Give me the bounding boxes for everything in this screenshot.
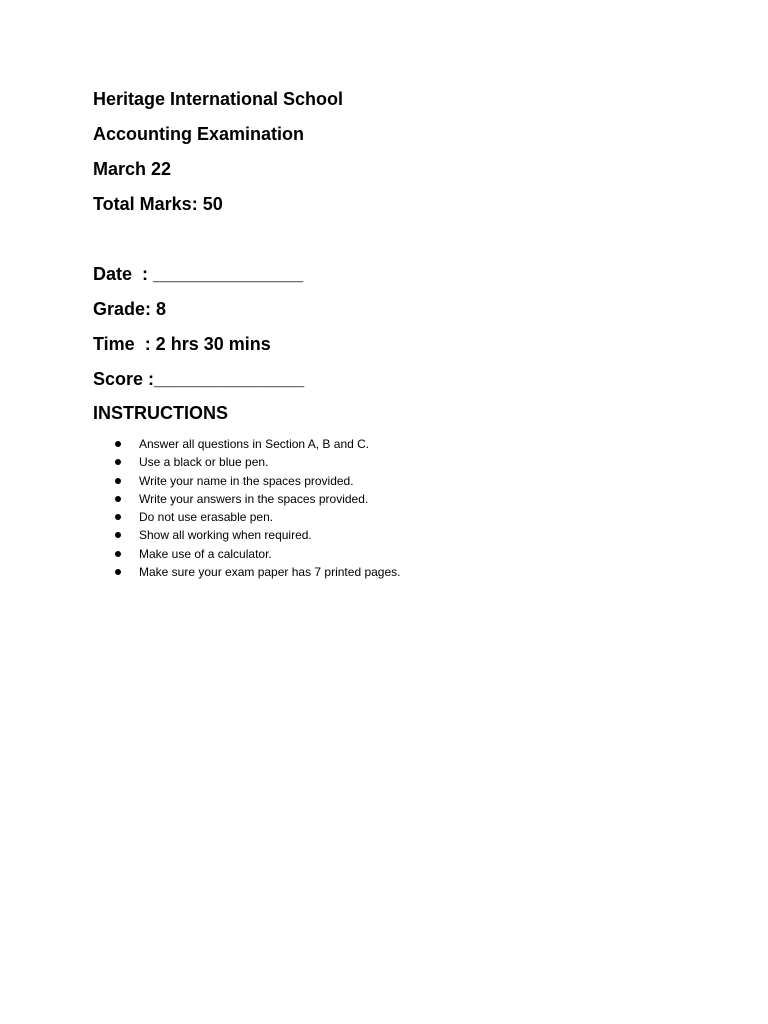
total-marks: Total Marks: 50 — [93, 194, 223, 214]
exam-title: Accounting Examination — [93, 124, 305, 144]
bullet-icon — [115, 551, 121, 557]
bullet-icon — [115, 478, 121, 484]
date-field: Date : _______________ — [93, 264, 304, 284]
list-item-text: Make use of a calculator. — [139, 546, 272, 561]
list-item-text: Make sure your exam paper has 7 printed pages. — [139, 565, 401, 580]
bullet-icon — [115, 532, 121, 538]
school-name: Heritage International School — [93, 89, 344, 109]
bullet-icon — [115, 441, 121, 447]
list-item-text: Answer all questions in Section A, B and C. — [139, 437, 370, 451]
bullet-icon — [115, 459, 121, 465]
exam-date-heading: March 22 — [93, 159, 172, 179]
instructions-heading: INSTRUCTIONS — [93, 403, 228, 423]
score-field: Score :_______________ — [93, 369, 305, 389]
list-item-text: Do not use erasable pen. — [139, 510, 274, 525]
bullet-icon — [115, 496, 121, 502]
bullet-icon — [115, 569, 121, 575]
list-item-text: Use a black or blue pen. — [139, 455, 269, 470]
list-item-text: Show all working when required. — [139, 528, 312, 543]
list-item-text: Write your answers in the spaces provided. — [139, 491, 369, 506]
list-item-text: Write your name in the spaces provided. — [139, 473, 354, 488]
bullet-icon — [115, 514, 121, 520]
time-field: Time : 2 hrs 30 mins — [93, 334, 271, 354]
grade-field: Grade: 8 — [93, 299, 167, 319]
